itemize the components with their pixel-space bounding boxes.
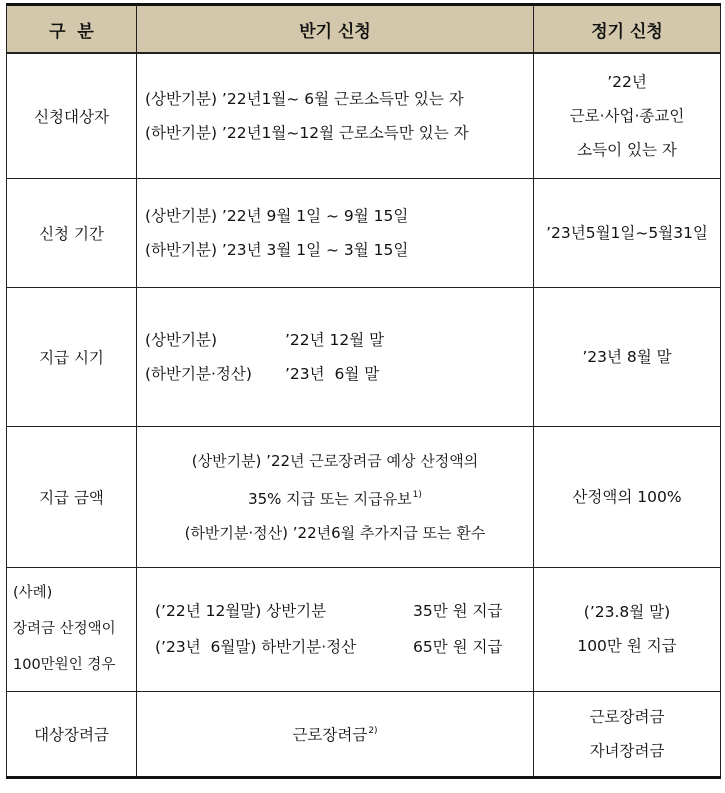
text-line: (하반기분·정산) ’22년6월 추가지급 또는 환수 xyxy=(184,523,486,542)
cell-amount-half xyxy=(137,426,534,567)
text-line: 소득이 있는 자 xyxy=(577,140,677,159)
row-label-example xyxy=(7,567,137,691)
row-amount xyxy=(7,426,721,567)
cell-period-half xyxy=(137,178,534,287)
text-line: (상반기분) ’22년1월~ 6월 근로소득만 있는 자 xyxy=(145,89,464,108)
cell-paytime-regular xyxy=(534,287,721,426)
text-line: ’23년5월1일~5월31일 xyxy=(546,223,708,242)
row-label-target: 신청대상자 xyxy=(7,53,137,178)
text-part: (’23년 6월말) 하반기분·정산 xyxy=(155,638,357,656)
cell-example-regular xyxy=(534,567,721,691)
cell-target-half xyxy=(137,53,534,178)
text-line: (상반기분) ’22년 근로장려금 예상 산정액의 xyxy=(191,451,479,470)
cell-types-half xyxy=(137,691,534,777)
text-line: 근로장려금 xyxy=(589,707,665,726)
row-types xyxy=(7,691,721,777)
text-line: ’22년 xyxy=(607,72,647,91)
text-line: (하반기분) ’22년1월~12월 근로소득만 있는 자 xyxy=(145,123,469,142)
row-label-amount: 지급 금액 xyxy=(7,426,137,567)
cell-period-regular xyxy=(534,178,721,287)
text-line xyxy=(145,357,533,391)
row-label-period: 신청 기간 xyxy=(7,178,137,287)
text-part: 65만 원 지급 xyxy=(413,638,503,656)
text-part: (하반기분·정산) xyxy=(145,364,252,383)
text-line xyxy=(137,478,533,516)
text-line xyxy=(147,629,533,665)
text-line xyxy=(145,323,533,357)
text-line xyxy=(147,593,533,629)
text-line: 자녀장려금 xyxy=(589,741,665,760)
header-half-year: 반기 신청 xyxy=(137,5,534,54)
text-line: 100만 원 지급 xyxy=(577,637,677,655)
comparison-table xyxy=(6,3,721,779)
text-line: 100만원인 경우 xyxy=(13,657,116,673)
row-period xyxy=(7,178,721,287)
footnote-1: 1) xyxy=(412,489,422,500)
text-line: (하반기분) ’23년 3월 1일 ~ 3월 15일 xyxy=(145,240,409,259)
text-line: 장려금 산정액이 xyxy=(13,621,116,637)
text-part: 35% 지급 또는 지급유보 xyxy=(248,489,412,508)
text-part: ’23년 6월 말 xyxy=(285,364,380,383)
text-part: 35만 원 지급 xyxy=(413,602,503,620)
row-paytime xyxy=(7,287,721,426)
text-line: (’23.8월 말) xyxy=(583,603,671,621)
cell-types-regular xyxy=(534,691,721,777)
text-part: (’22년 12월말) 상반기분 xyxy=(155,602,327,620)
cell-target-regular xyxy=(534,53,721,178)
row-target xyxy=(7,53,721,178)
text-line: 근로·사업·종교인 xyxy=(569,106,685,125)
header-regular: 정기 신청 xyxy=(534,5,721,54)
cell-example-half xyxy=(137,567,534,691)
text-part: 근로장려금 xyxy=(292,725,368,744)
text-part: (상반기분) xyxy=(145,330,217,349)
row-label-types: 대상장려금 xyxy=(7,691,137,777)
text-line: ’23년 8월 말 xyxy=(582,347,672,366)
footnote-2: 2) xyxy=(368,725,378,736)
row-example xyxy=(7,567,721,691)
cell-paytime-half xyxy=(137,287,534,426)
cell-amount-regular xyxy=(534,426,721,567)
header-row xyxy=(7,5,721,54)
text-part: ’22년 12월 말 xyxy=(285,330,385,349)
row-label-paytime: 지급 시기 xyxy=(7,287,137,426)
text-line: 산정액의 100% xyxy=(572,487,682,506)
text-line: (사례) xyxy=(13,585,53,601)
text-line: (상반기분) ’22년 9월 1일 ~ 9월 15일 xyxy=(145,206,409,225)
header-category: 구 분 xyxy=(7,5,137,54)
